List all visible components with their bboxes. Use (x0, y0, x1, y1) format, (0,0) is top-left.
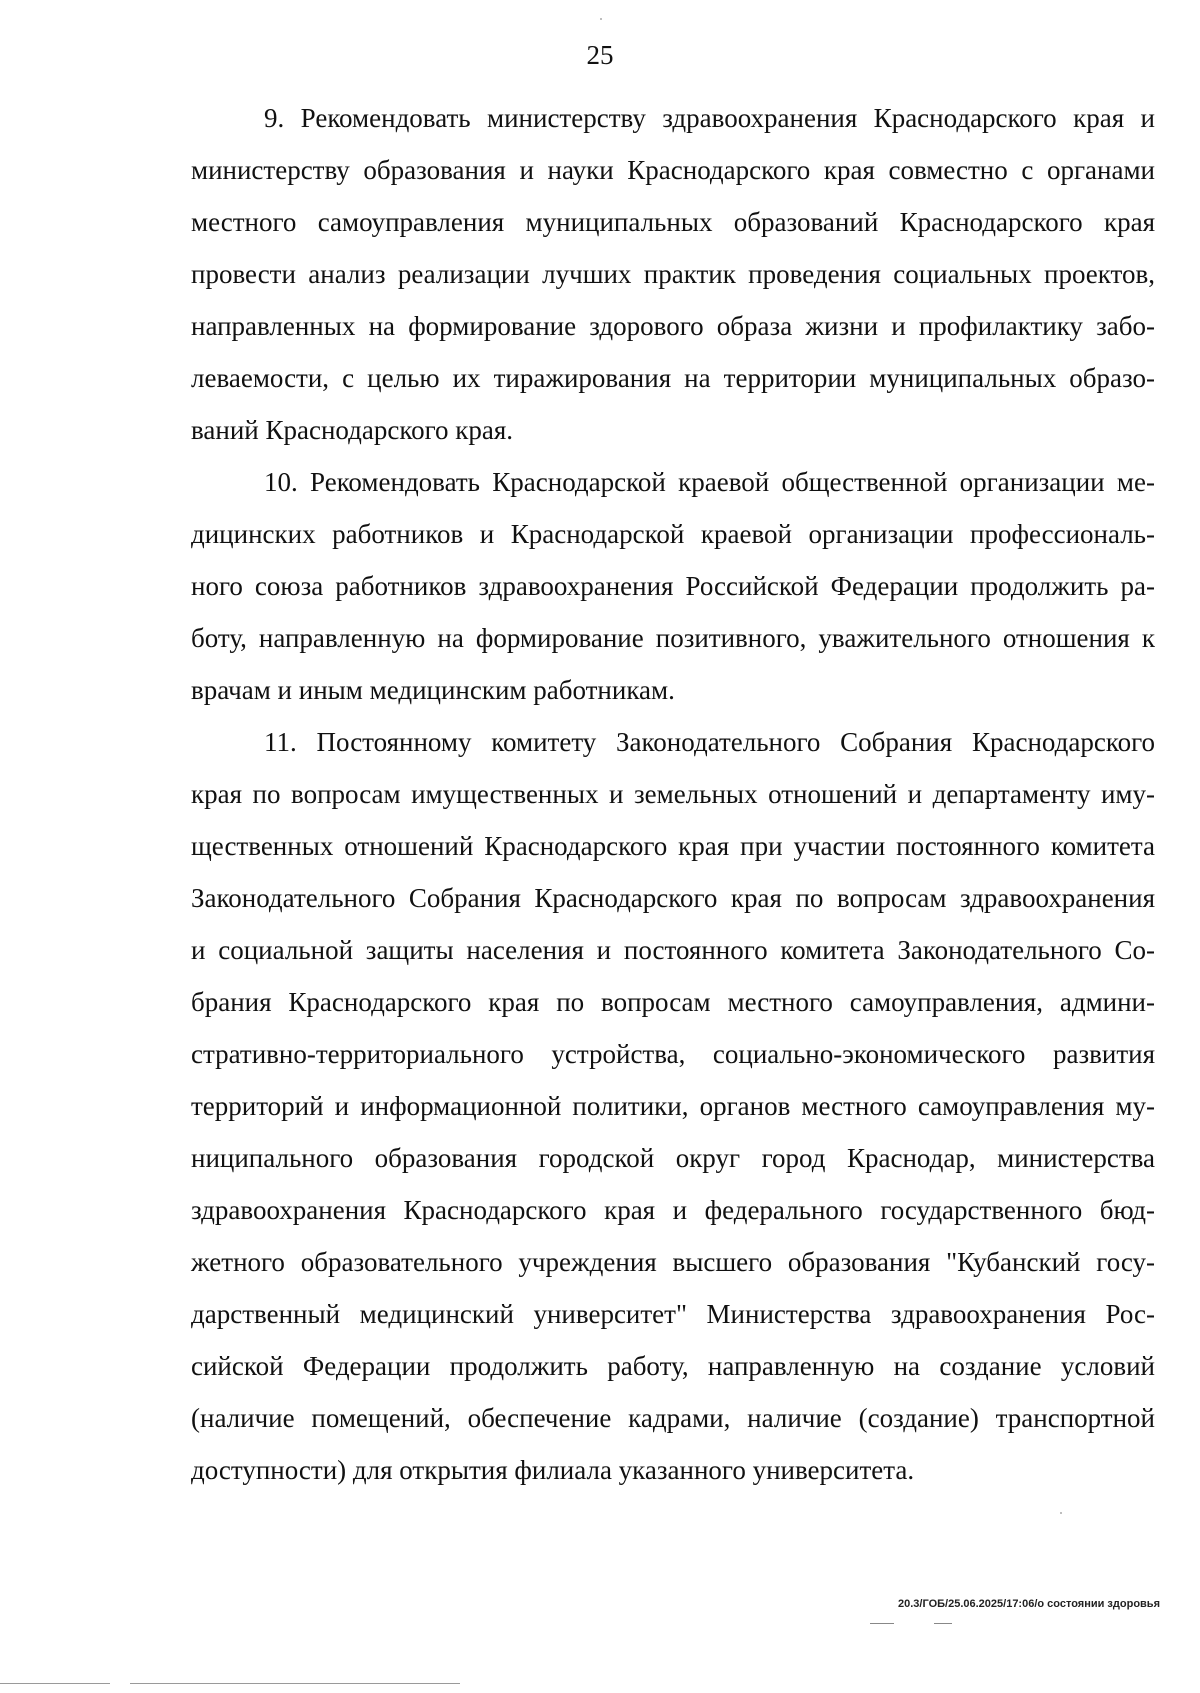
text-line: ного союза работников здравоохранения Российской Федерации продолжить ра- (191, 571, 1155, 601)
text-line: и социальной защиты населения и постоянного комитета Законодательного Со- (191, 935, 1155, 965)
page-number: 25 (586, 40, 614, 70)
paragraph-11 (191, 716, 1155, 1496)
scan-edge-line (0, 1683, 460, 1685)
document-code: 20.3/ГОБ/25.06.2025/17:06/о состоянии здоровья (898, 1598, 1160, 1610)
text-line: дицинских работников и Краснодарской краевой организации профессиональ- (191, 519, 1155, 549)
text-line: министерству образования и науки Краснодарского края совместно с органами (191, 155, 1155, 185)
text-line: 10. Рекомендовать Краснодарской краевой общественной организации ме- (264, 467, 1155, 497)
text-line: брания Краснодарского края по вопросам местного самоуправления, админи- (191, 987, 1155, 1017)
scan-speck (600, 18, 602, 20)
text-line: доступности) для открытия филиала указанного университета. (191, 1455, 915, 1485)
text-line: ваний Краснодарского края. (191, 415, 513, 445)
document-body (191, 92, 1155, 1496)
text-line: направленных на формирование здорового образа жизни и профилактику забо- (191, 311, 1155, 341)
text-line: дарственный медицинский университет" Министерства здравоохранения Рос- (191, 1299, 1155, 1329)
text-line: щественных отношений Краснодарского края при участии постоянного комитета (191, 831, 1155, 861)
text-line: территорий и информационной политики, органов местного самоуправления му- (191, 1091, 1155, 1121)
text-line: сийской Федерации продолжить работу, направленную на создание условий (191, 1351, 1155, 1381)
text-line: стративно-территориального устройства, социально-экономического развития (191, 1039, 1155, 1069)
text-line: врачам и иным медицинским работникам. (191, 675, 675, 705)
text-line: здравоохранения Краснодарского края и федерального государственного бюд- (191, 1195, 1155, 1225)
text-line: жетного образовательного учреждения высшего образования "Кубанский госу- (191, 1247, 1155, 1277)
scan-speck (1060, 1512, 1062, 1514)
text-line: 11. Постоянному комитету Законодательного Собрания Краснодарского (264, 727, 1155, 757)
text-line: ниципального образования городской округ город Краснодар, министерства (191, 1143, 1155, 1173)
text-line: боту, направленную на формирование позитивного, уважительного отношения к (191, 623, 1155, 653)
text-line: (наличие помещений, обеспечение кадрами, наличие (создание) транспортной (191, 1403, 1155, 1433)
text-line: 9. Рекомендовать министерству здравоохранения Краснодарского края и (264, 103, 1155, 133)
footer-divider (870, 1623, 960, 1625)
text-line: края по вопросам имущественных и земельных отношений и департаменту иму- (191, 779, 1155, 809)
text-line: леваемости, с целью их тиражирования на территории муниципальных образо- (191, 363, 1155, 393)
text-line: местного самоуправления муниципальных образований Краснодарского края (191, 207, 1155, 237)
text-line: провести анализ реализации лучших практик проведения социальных проектов, (191, 259, 1155, 289)
paragraph-10 (191, 456, 1155, 716)
text-line: Законодательного Собрания Краснодарского края по вопросам здравоохранения (191, 883, 1155, 913)
paragraph-9 (191, 92, 1155, 456)
